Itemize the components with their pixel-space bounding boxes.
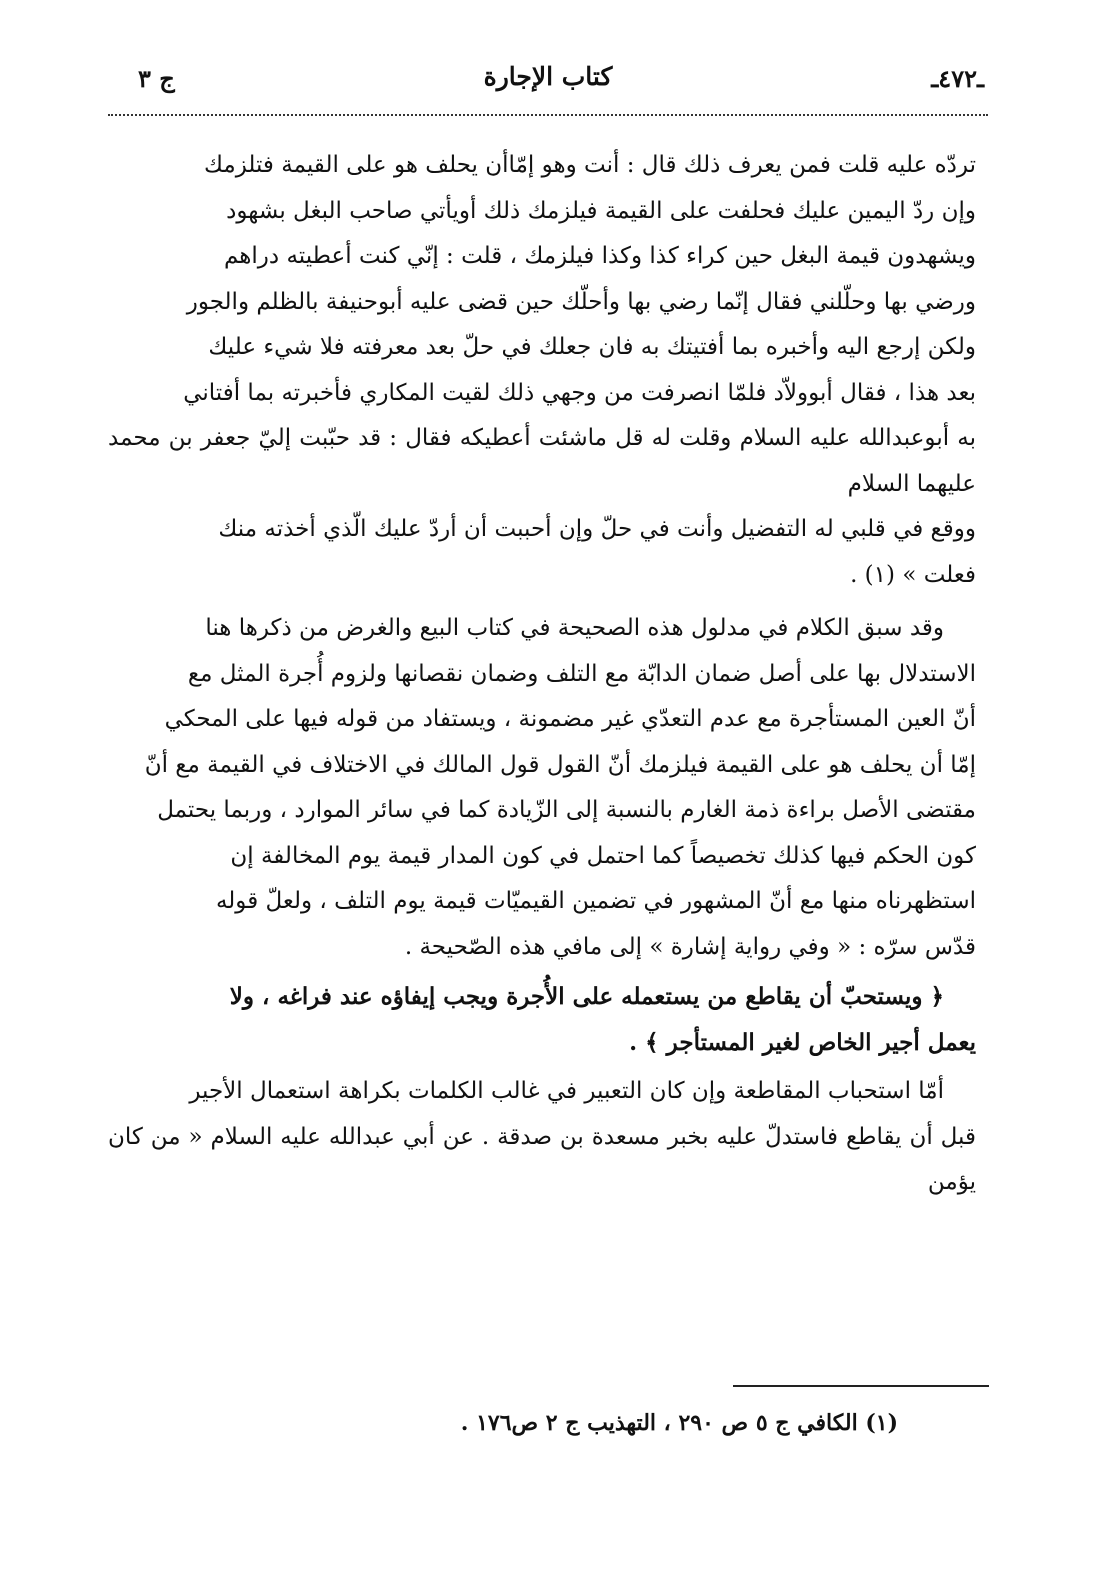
text-line: إمّا أن يحلف هو على القيمة فيلزمك أنّ القول قول المالك في الاختلاف في القيمة مع أنّ (144, 751, 976, 778)
text-line: فعلت » (١) . (850, 561, 976, 588)
text-line: أمّا استحباب المقاطعة وإن كان التعبير في غالب الكلمات بكراهة استعمال الأجير (189, 1078, 944, 1104)
paragraph-3-quoted-text (108, 974, 976, 1065)
paragraph-4 (108, 1069, 976, 1206)
text-line: كون الحكم فيها كذلك تخصيصاً كما احتمل في كون المدار قيمة يوم المخالفة إن (230, 842, 976, 869)
main-text (108, 143, 976, 1206)
text-line: أنّ العين المستأجرة مع عدم التعدّي غير مضمونة ، ويستفاد من قوله فيها على المحكي (164, 706, 976, 732)
text-line: استظهرناه منها مع أنّ المشهور في تضمين القيميّات قيمة يوم التلف ، ولعلّ قوله (215, 888, 976, 914)
text-line: ويشهدون قيمة البغل حين كراء كذا وكذا فيلزمك ، قلت : إنّي كنت أعطيته دراهم (223, 243, 976, 269)
footnote-1: (١) الكافي ج ٥ ص ٢٩٠ ، التهذيب ج ٢ ص١٧٦ . (460, 1410, 898, 1436)
text-line: بعد هذا ، فقال أبوولاّد فلمّا انصرفت من وجهي ذلك لقيت المكاري فأخبرته بما أفتاني (183, 379, 976, 406)
text-line: قدّس سرّه : « وفي رواية إشارة » إلى مافي هذه الصّحيحة . (404, 933, 976, 960)
text-line: يعمل أجير الخاص لغير المستأجر ﴾ . (629, 1028, 976, 1056)
paragraph-2 (108, 606, 976, 970)
text-line: تردّه عليه قلت فمن يعرف ذلك قال : أنت وهو إمّاأن يحلف هو على القيمة فتلزمك (203, 152, 976, 178)
header-divider (108, 114, 988, 116)
text-line: به أبوعبدالله عليه السلام وقلت له قل ماشئت أعطيكه فقال : قد حبّبت إليّ جعفر بن محمد عليهما السلام (108, 425, 976, 497)
text-line: ووقع في قلبي له التفضيل وأنت في حلّ وإن أحببت أن أردّ عليك الّذي أخذته منك (218, 516, 976, 542)
text-line: ورضي بها وحلّلني فقال إنّما رضي بها وأحلّك حين قضى عليه أبوحنيفة بالظلم والجور (186, 288, 976, 315)
text-line: ولكن إرجع اليه وأخبره بما أفتيتك به فان جعلك في حلّ بعد معرفته فلا شيء عليك (208, 334, 976, 360)
text-line: قبل أن يقاطع فاستدلّ عليه بخبر مسعدة بن صدقة . عن أبي عبدالله عليه السلام « من كان يؤمن (108, 1123, 976, 1195)
text-line: الاستدلال بها على أصل ضمان الدابّة مع التلف وضمان نقصانها ولزوم أُجرة المثل مع (187, 660, 976, 687)
page-number: ـ٤٧٢ـ (931, 64, 984, 93)
paragraph-1 (108, 143, 976, 598)
page-header (108, 62, 988, 106)
text-line: وإن ردّ اليمين عليك فحلفت على القيمة فيلزمك ذلك أويأتي صاحب البغل بشهود (226, 197, 976, 224)
text-line: ﴿ ويستحبّ أن يقاطع من يستعمله على الأُجرة ويجب إيفاؤه عند فراغه ، ولا (229, 983, 944, 1010)
footnote-divider (733, 1385, 989, 1387)
text-line: وقد سبق الكلام في مدلول هذه الصحيحة في كتاب البيع والغرض من ذكرها هنا (205, 615, 944, 641)
running-title: كتاب الإجارة (483, 62, 613, 91)
text-line: مقتضى الأصل براءة ذمة الغارم بالنسبة إلى الزّيادة كما في سائر الموارد ، وربما يحتمل (157, 797, 976, 823)
volume-label: ج ٣ (138, 64, 175, 93)
